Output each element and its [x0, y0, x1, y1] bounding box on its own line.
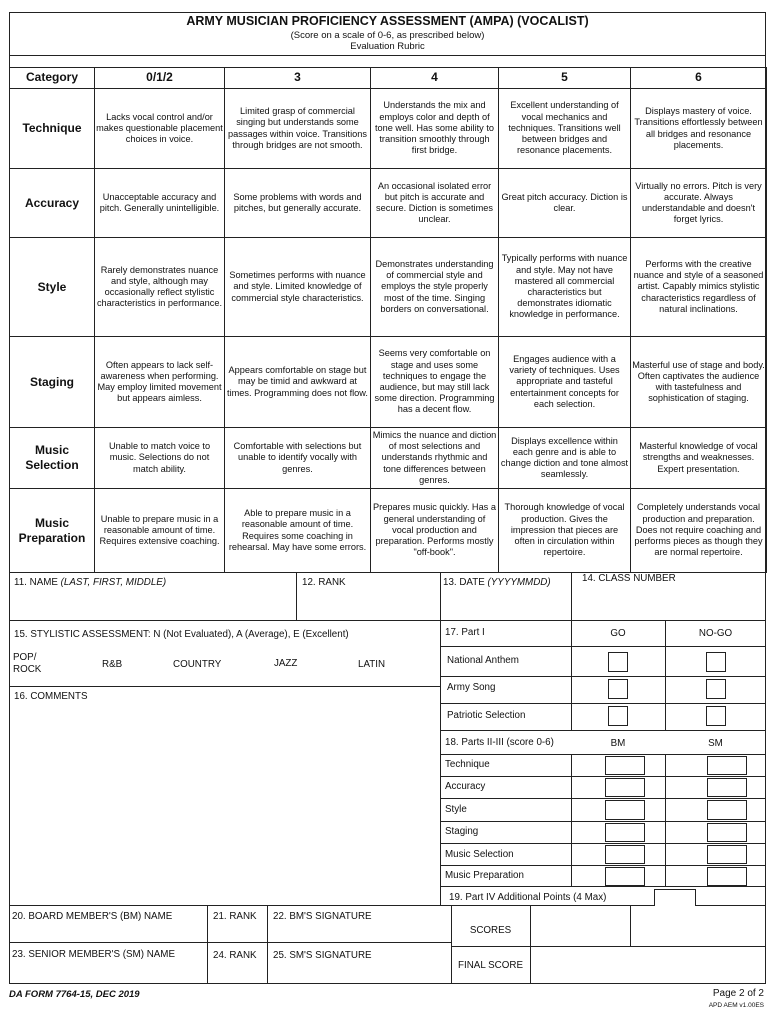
evaluation-rubric-table — [9, 67, 767, 573]
rank-input[interactable] — [297, 592, 439, 619]
rubric-cell: Masterful knowledge of vocal strengths and weaknesses. Expert presentation. — [631, 428, 767, 489]
stylistic-assessment-label: 15. STYLISTIC ASSESSMENT: N (Not Evaluated), A (Average), E (Excellent) — [14, 629, 349, 640]
rubric-cell: Thorough knowledge of vocal production. Gives the impression that pieces are often in circulation within repertoire. — [499, 489, 631, 573]
category-accuracy: Accuracy — [10, 169, 95, 238]
part-4-points-input[interactable] — [654, 889, 696, 907]
rubric-header-row — [10, 68, 767, 89]
rubric-cell: Virtually no errors. Pitch is very accurate. Always understandable and doesn't forget lyrics. — [631, 169, 767, 238]
rubric-cell: Performs with the creative nuance and style of a seasoned artist. Capably mimics stylistic characteristics regardless of natural inclinations. — [631, 238, 767, 337]
staging-bm-score-input[interactable] — [605, 823, 645, 842]
music-selection-sm-score-input[interactable] — [707, 845, 747, 864]
rubric-cell: Prepares music quickly. Has a general understanding of vocal production and preparation. Performs mostly "off-book". — [371, 489, 499, 573]
score-item-technique: Technique — [445, 759, 490, 770]
bm-name-input[interactable] — [10, 924, 206, 941]
name-label-text: 11. NAME — [14, 577, 58, 588]
no-go-header: NO-GO — [698, 628, 733, 639]
divider — [440, 730, 766, 731]
sm-name-label: 23. SENIOR MEMBER'S (SM) NAME — [12, 949, 175, 960]
genre-rnb[interactable]: R&B — [102, 659, 123, 670]
genre-jazz[interactable]: JAZZ — [274, 658, 298, 669]
rubric-row-style — [10, 238, 767, 337]
page-number: Page 2 of 2 — [712, 988, 764, 999]
rubric-cell: Often appears to lack self-awareness when performing. May employ limited movement but appears aimless. — [95, 337, 225, 428]
rubric-cell: Completely understands vocal production and preparation. Does not require coaching and performs pieces as though they are normal repertoire. — [631, 489, 767, 573]
divider — [440, 754, 766, 755]
rubric-row-technique — [10, 89, 767, 169]
form-id: DA FORM 7764-15, DEC 2019 — [9, 989, 140, 1000]
bm-name-label: 20. BOARD MEMBER'S (BM) NAME — [12, 911, 173, 922]
rubric-cell: Unable to match voice to music. Selections do not match ability. — [95, 428, 225, 489]
rubric-cell: Appears comfortable on stage but may be timid and awkward at times. Programming does not flow. — [225, 337, 371, 428]
category-staging: Staging — [10, 337, 95, 428]
date-hint: (YYYYMMDD) — [487, 577, 551, 588]
rubric-cell: Seems very comfortable on stage and uses some techniques to engage the audience, but may still lack some direction. Programming has a decent flow. — [371, 337, 499, 428]
divider — [9, 620, 766, 621]
form-version: APD AEM v1.00ES — [708, 1002, 764, 1009]
divider — [451, 905, 452, 984]
rubric-row-staging — [10, 337, 767, 428]
bm-rank-input[interactable] — [208, 924, 266, 941]
divider — [440, 843, 766, 844]
score-item-style: Style — [445, 804, 467, 815]
staging-sm-score-input[interactable] — [707, 823, 747, 842]
rubric-cell: Lacks vocal control and/or makes questionable placement choices in voice. — [95, 89, 225, 169]
bm-header: BM — [610, 738, 626, 749]
genre-latin[interactable]: LATIN — [358, 659, 386, 670]
date-label-text: 13. DATE — [443, 577, 485, 588]
header-category: Category — [10, 68, 95, 89]
technique-sm-score-input[interactable] — [707, 756, 747, 775]
go-header: GO — [610, 628, 626, 639]
final-score-label: FINAL SCORE — [458, 960, 523, 971]
bm-signature-label: 22. BM'S SIGNATURE — [273, 911, 372, 922]
divider — [440, 703, 766, 704]
divider — [9, 942, 451, 943]
category-music-preparation: Music Preparation — [10, 489, 95, 573]
rubric-row-music-preparation — [10, 489, 767, 573]
header-score-5: 5 — [499, 68, 631, 89]
header-score-0-1-2: 0/1/2 — [95, 68, 225, 89]
class-number-input[interactable] — [572, 588, 765, 619]
rubric-cell: Unable to prepare music in a reasonable amount of time. Requires extensive coaching. — [95, 489, 225, 573]
form-subtitle: (Score on a scale of 0-6, as prescribed below) — [290, 30, 485, 41]
army-song-no-go-checkbox[interactable] — [706, 679, 726, 699]
date-input[interactable] — [441, 592, 570, 619]
genre-country[interactable]: COUNTRY — [173, 659, 222, 670]
patriotic-selection-go-checkbox[interactable] — [608, 706, 628, 726]
sm-rank-input[interactable] — [208, 963, 266, 983]
part-1-item-national-anthem: National Anthem — [447, 655, 519, 666]
rubric-cell: Limited grasp of commercial singing but understands some passages within voice. Transitions through bridges are not smooth. — [225, 89, 371, 169]
rubric-cell: Rarely demonstrates nuance and style, although may occasionally reflect stylistic characteristics in performance. — [95, 238, 225, 337]
name-hint: (LAST, FIRST, MIDDLE) — [60, 577, 167, 588]
rubric-cell: An occasional isolated error but pitch is accurate and secure. Diction is sometimes unclear. — [371, 169, 499, 238]
divider — [440, 798, 766, 799]
national-anthem-go-checkbox[interactable] — [608, 652, 628, 672]
form-title: ARMY MUSICIAN PROFICIENCY ASSESSMENT (AMPA) (VOCALIST) — [186, 14, 589, 28]
scores-label: SCORES — [469, 925, 512, 936]
divider — [665, 754, 666, 886]
rubric-cell: Engages audience with a variety of techniques. Uses appropriate and tasteful entertainment concepts for each selection. — [499, 337, 631, 428]
divider — [440, 676, 766, 677]
bm-total-score-field[interactable] — [531, 906, 629, 945]
divider — [440, 776, 766, 777]
divider — [440, 886, 766, 887]
rank-label: 12. RANK — [302, 577, 346, 588]
divider — [440, 865, 766, 866]
class-number-label: 14. CLASS NUMBER — [582, 573, 676, 584]
style-sm-score-input[interactable] — [707, 800, 747, 820]
sm-name-input[interactable] — [10, 963, 206, 983]
score-item-music-preparation: Music Preparation — [445, 870, 524, 881]
music-preparation-sm-score-input[interactable] — [707, 867, 747, 886]
sm-signature-label: 25. SM'S SIGNATURE — [273, 950, 372, 961]
divider — [440, 821, 766, 822]
name-label — [14, 577, 166, 588]
header-score-6: 6 — [631, 68, 767, 89]
divider — [571, 754, 572, 886]
category-style: Style — [10, 238, 95, 337]
name-input[interactable] — [10, 592, 295, 619]
army-song-go-checkbox[interactable] — [608, 679, 628, 699]
comments-label: 16. COMMENTS — [14, 691, 88, 702]
rubric-cell: Sometimes performs with nuance and style. Limited knowledge of commercial style characteristics. — [225, 238, 371, 337]
divider — [9, 686, 440, 687]
rubric-row-accuracy — [10, 169, 767, 238]
header-divider — [9, 55, 766, 56]
score-item-music-selection: Music Selection — [445, 849, 514, 860]
rubric-cell: Able to prepare music in a reasonable amount of time. Requires some coaching in rehearsal. May have some errors. — [225, 489, 371, 573]
sm-rank-label: 24. RANK — [213, 950, 257, 961]
rubric-cell: Mimics the nuance and diction of most selections and understands rhythmic and tone differences between genres. — [371, 428, 499, 489]
parts-2-3-label: 18. Parts II-III (score 0-6) — [445, 737, 554, 748]
header-score-3: 3 — [225, 68, 371, 89]
sm-total-score-field[interactable] — [631, 906, 765, 945]
accuracy-bm-score-input[interactable] — [605, 778, 645, 797]
rubric-cell: Great pitch accuracy. Diction is clear. — [499, 169, 631, 238]
part-4-label: 19. Part IV Additional Points (4 Max) — [449, 892, 607, 903]
national-anthem-no-go-checkbox[interactable] — [706, 652, 726, 672]
rubric-cell: Masterful use of stage and body. Often captivates the audience with tastefulness and sophistication of staging. — [631, 337, 767, 428]
sm-signature-field[interactable] — [268, 963, 450, 983]
part-1-item-army-song: Army Song — [447, 682, 496, 693]
accuracy-sm-score-input[interactable] — [707, 778, 747, 797]
bm-rank-label: 21. RANK — [213, 911, 257, 922]
rubric-cell: Displays excellence within each genre and is able to change diction and tone almost seamlessly. — [499, 428, 631, 489]
score-item-staging: Staging — [445, 826, 479, 837]
style-bm-score-input[interactable] — [605, 800, 645, 820]
rubric-cell: Comfortable with selections but unable to identify vocally with genres. — [225, 428, 371, 489]
rubric-cell: Understands the mix and employs color and depth of tone well. Has some ability to transition smoothly through first bridge. — [371, 89, 499, 169]
part-1-label: 17. Part I — [445, 627, 485, 638]
genre-pop-rock[interactable]: POP/ ROCK — [13, 652, 42, 675]
category-music-selection: Music Selection — [10, 428, 95, 489]
music-selection-bm-score-input[interactable] — [605, 845, 645, 864]
date-label — [443, 577, 551, 588]
patriotic-selection-no-go-checkbox[interactable] — [706, 706, 726, 726]
rubric-cell: Unacceptable accuracy and pitch. Generally unintelligible. — [95, 169, 225, 238]
music-preparation-bm-score-input[interactable] — [605, 867, 645, 886]
final-score-field[interactable] — [531, 947, 765, 983]
rubric-cell: Displays mastery of voice. Transitions effortlessly between all bridges and resonance placements. — [631, 89, 767, 169]
sm-header: SM — [708, 738, 723, 749]
score-item-accuracy: Accuracy — [445, 781, 486, 792]
divider — [440, 572, 441, 905]
category-technique: Technique — [10, 89, 95, 169]
divider — [440, 646, 766, 647]
rubric-row-music-selection — [10, 428, 767, 489]
header-score-4: 4 — [371, 68, 499, 89]
rubric-cell: Some problems with words and pitches, but generally accurate. — [225, 169, 371, 238]
bm-signature-field[interactable] — [268, 924, 450, 941]
technique-bm-score-input[interactable] — [605, 756, 645, 775]
rubric-cell: Demonstrates understanding of commercial style and employs the style properly most of the time. Singing borders on conversational. — [371, 238, 499, 337]
comments-textarea[interactable] — [10, 706, 439, 904]
rubric-cell: Typically performs with nuance and style. May not have mastered all commercial characteristics but demonstrates idiomatic knowledge in performance. — [499, 238, 631, 337]
part-1-item-patriotic-selection: Patriotic Selection — [447, 710, 526, 721]
rubric-caption: Evaluation Rubric — [350, 41, 425, 52]
rubric-cell: Excellent understanding of vocal mechanics and techniques. Transitions well between bridges and resonance placements. — [499, 89, 631, 169]
